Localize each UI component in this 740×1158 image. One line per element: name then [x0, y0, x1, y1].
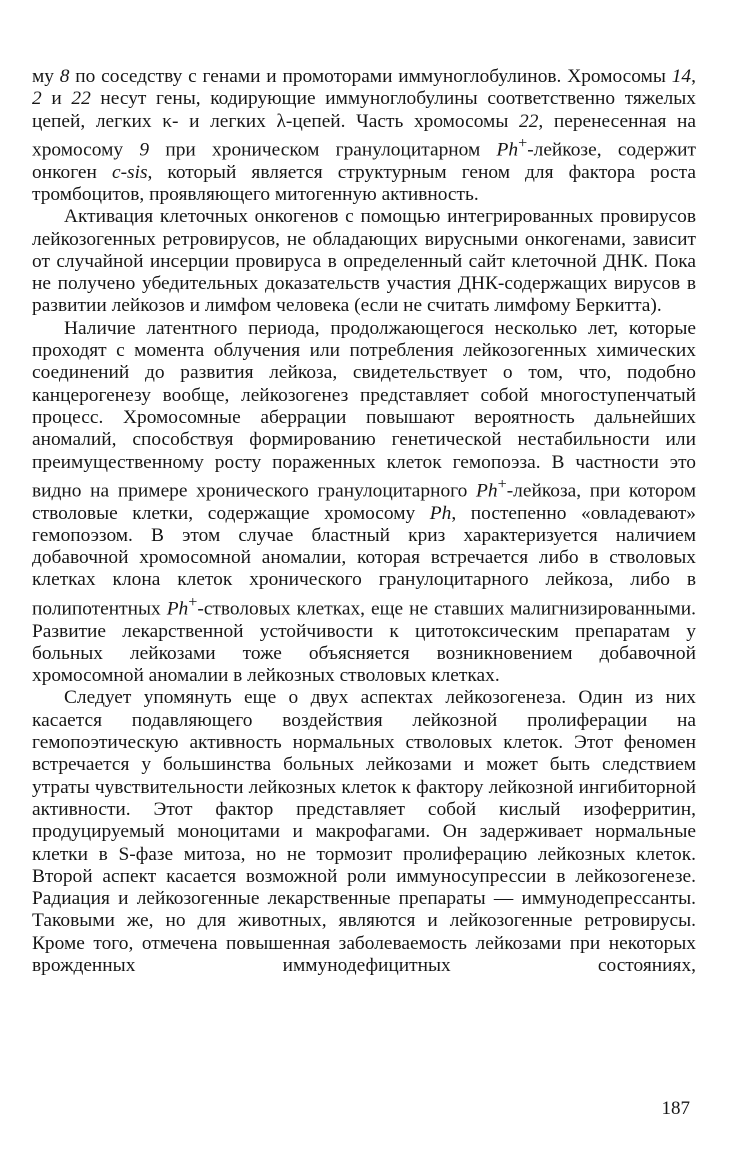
page-number: 187 [661, 1098, 690, 1119]
paragraph-2: Активация клеточных онкогенов с помощью интегрированных провирусов лейкозогенных ретровирусов, не обладающих вирусными онкогенами, зависит от случайной инсерции провируса в определенный сайт клеточной ДНК. Пока не получено убедительных доказательств участия ДНК-содержащих вирусов в развитии лейкозов и лимфом человека (если не считать лимфому Беркитта). [32, 206, 696, 317]
paragraph-3: Наличие латентного периода, продолжающегося несколько лет, которые проходят с момента облучения или потребления лейкозогенных химических соединений до развития лейкоза, свидетельствует о том, что, подобно канцерогенезу вообще, лейкозогенез представляет собой многоступенчатый процесс. Хромосомные аберрации повышают вероятность дальнейших аномалий, способствуя формированию генетической нестабильности или преимущественному росту пораженных клеток гемопоэза. В частности это видно на примере хронического гранулоцитарного Ph+-лейкоза, при котором стволовые клетки, содержащие хромосому Ph, постепенно «овладевают» гемопоэзом. В этом случае бластный криз характеризуется наличием добавочной хромосомной аномалии, которая встречается либо в стволовых клетках клона клеток хронического гранулоцитарного лейкоза, либо в полипотентных Ph+-стволовых клетках, еще не ставших малигнизированными. Развитие лекарственной устойчивости к цитотоксическим препаратам у больных лейкозами тоже объясняется возникновением добавочной хромосомной аномалии в лейкозных стволовых клетках. [32, 317, 697, 687]
page-body [32, 66, 696, 977]
paragraph-4: Следует упомянуть еще о двух аспектах лейкозогенеза. Один из них касается подавляющего воздействия лейкозной пролиферации на гемопоэтическую активность нормальных стволовых клеток. Этот феномен встречается у большинства больных лейкозами и может быть следствием утраты чувствительности лейкозных клеток к фактору лейкозной ингибиторной активности. Этот фактор представляет собой кислый изоферритин, продуцируемый моноцитами и макрофагами. Он задерживает нормальные клетки в S-фазе митоза, но не тормозит пролиферацию лейкозных клеток. Второй аспект касается возможной роли иммуносупрессии в лейкозогенезе. Радиация и лейкозогенные лекарственные препараты — иммунодепрессанты. Таковыми же, но для животных, являются и лейкозогенные ретровирусы. Кроме того, отмечена повышенная заболеваемость лейкозами при некоторых врожденных иммунодефицитных состояниях, [32, 687, 696, 976]
paragraph-1: му 8 по соседству с генами и промоторами иммуноглобулинов. Хромосомы 14, 2 и 22 несут гены, кодирующие иммуноглобулины соответственно тяжелых цепей, легких κ- и легких λ-цепей. Часть хромосомы 22, перенесенная на хромосому 9 при хроническом гранулоцитарном Ph+-лейкозе, содержит онкоген c-sis, который является структурным геном для фактора роста тромбоцитов, проявляющего митогенную активность. [32, 66, 697, 205]
